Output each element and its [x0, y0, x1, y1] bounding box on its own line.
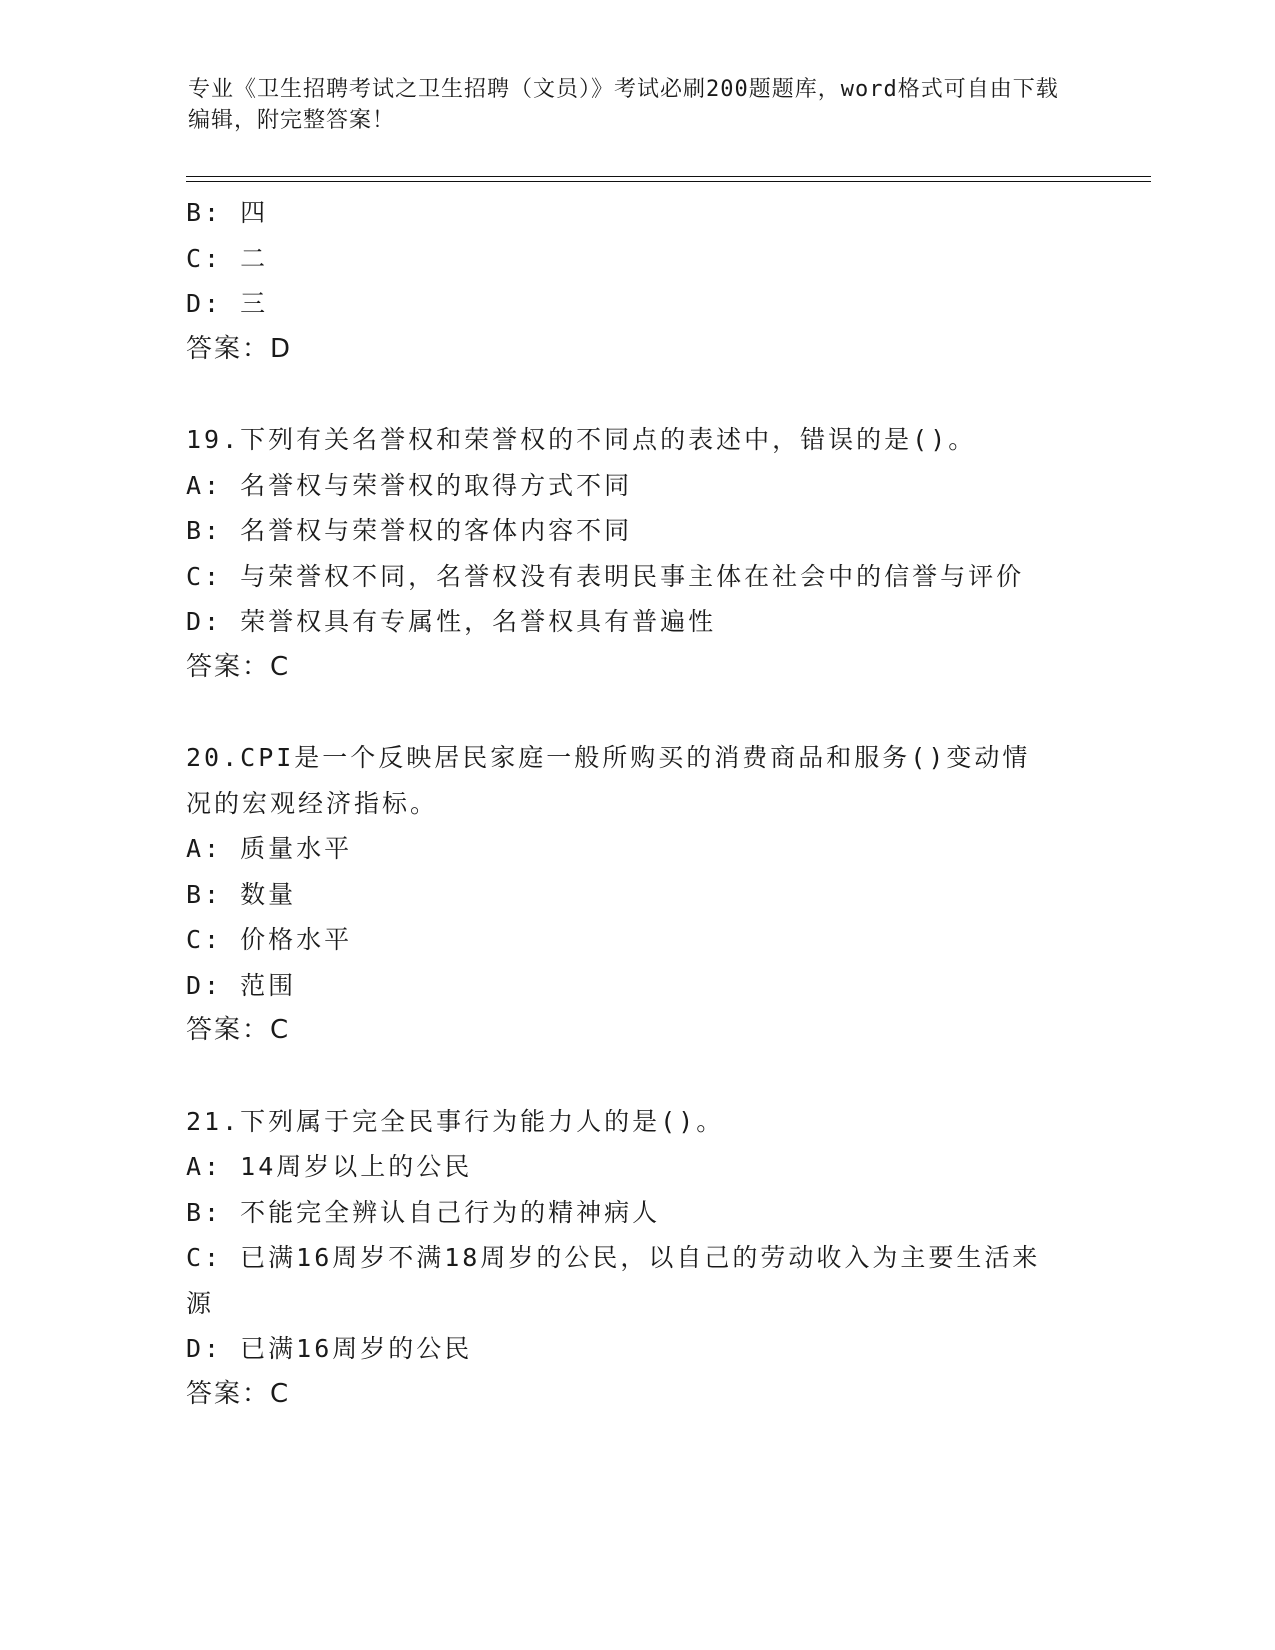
question-20 — [186, 735, 1086, 1054]
question-stem: 20.CPI是一个反映居民家庭一般所购买的消费商品和服务()变动情况的宏观经济指标。 — [186, 743, 1031, 818]
option-c: C: 已满16周岁不满18周岁的公民，以自己的劳动收入为主要生活来源 — [186, 1243, 1041, 1318]
answer-line: 答案：D — [186, 333, 293, 364]
option-c: C: 与荣誉权不同，名誉权没有表明民事主体在社会中的信誉与评价 — [186, 561, 1025, 591]
question-content — [186, 190, 1086, 1462]
option-a: A: 质量水平 — [186, 834, 353, 863]
header-rule-bottom — [186, 181, 1151, 182]
option-c: C: 二 — [186, 243, 269, 273]
answer-line: 答案：C — [186, 1015, 291, 1045]
header-rule-top — [186, 176, 1151, 177]
option-d: D: 三 — [186, 289, 269, 318]
question-18-continued — [186, 190, 1086, 372]
question-21 — [186, 1099, 1086, 1418]
option-d: D: 已满16周岁的公民 — [186, 1334, 473, 1363]
option-a: A: 名誉权与荣誉权的取得方式不同 — [186, 470, 633, 500]
answer-line: 答案：C — [186, 651, 291, 682]
option-b: B: 不能完全辨认自己行为的精神病人 — [186, 1197, 661, 1227]
option-c: C: 价格水平 — [186, 925, 353, 954]
option-d: D: 范围 — [186, 970, 297, 1000]
question-stem: 19.下列有关名誉权和荣誉权的不同点的表述中，错误的是()。 — [186, 425, 977, 454]
option-a: A: 14周岁以上的公民 — [186, 1152, 473, 1181]
answer-line: 答案：C — [186, 1378, 291, 1409]
option-b: B: 名誉权与荣誉权的客体内容不同 — [186, 516, 633, 545]
option-b: B: 数量 — [186, 879, 297, 909]
option-d: D: 荣誉权具有专属性，名誉权具有普遍性 — [186, 607, 717, 636]
option-b: B: 四 — [186, 198, 269, 227]
document-header: 专业《卫生招聘考试之卫生招聘（文员）》考试必刷200题题库，word格式可自由下载编辑，附完整答案！ — [188, 77, 1059, 133]
question-stem: 21.下列属于完全民事行为能力人的是()。 — [186, 1106, 725, 1136]
question-19 — [186, 417, 1086, 690]
